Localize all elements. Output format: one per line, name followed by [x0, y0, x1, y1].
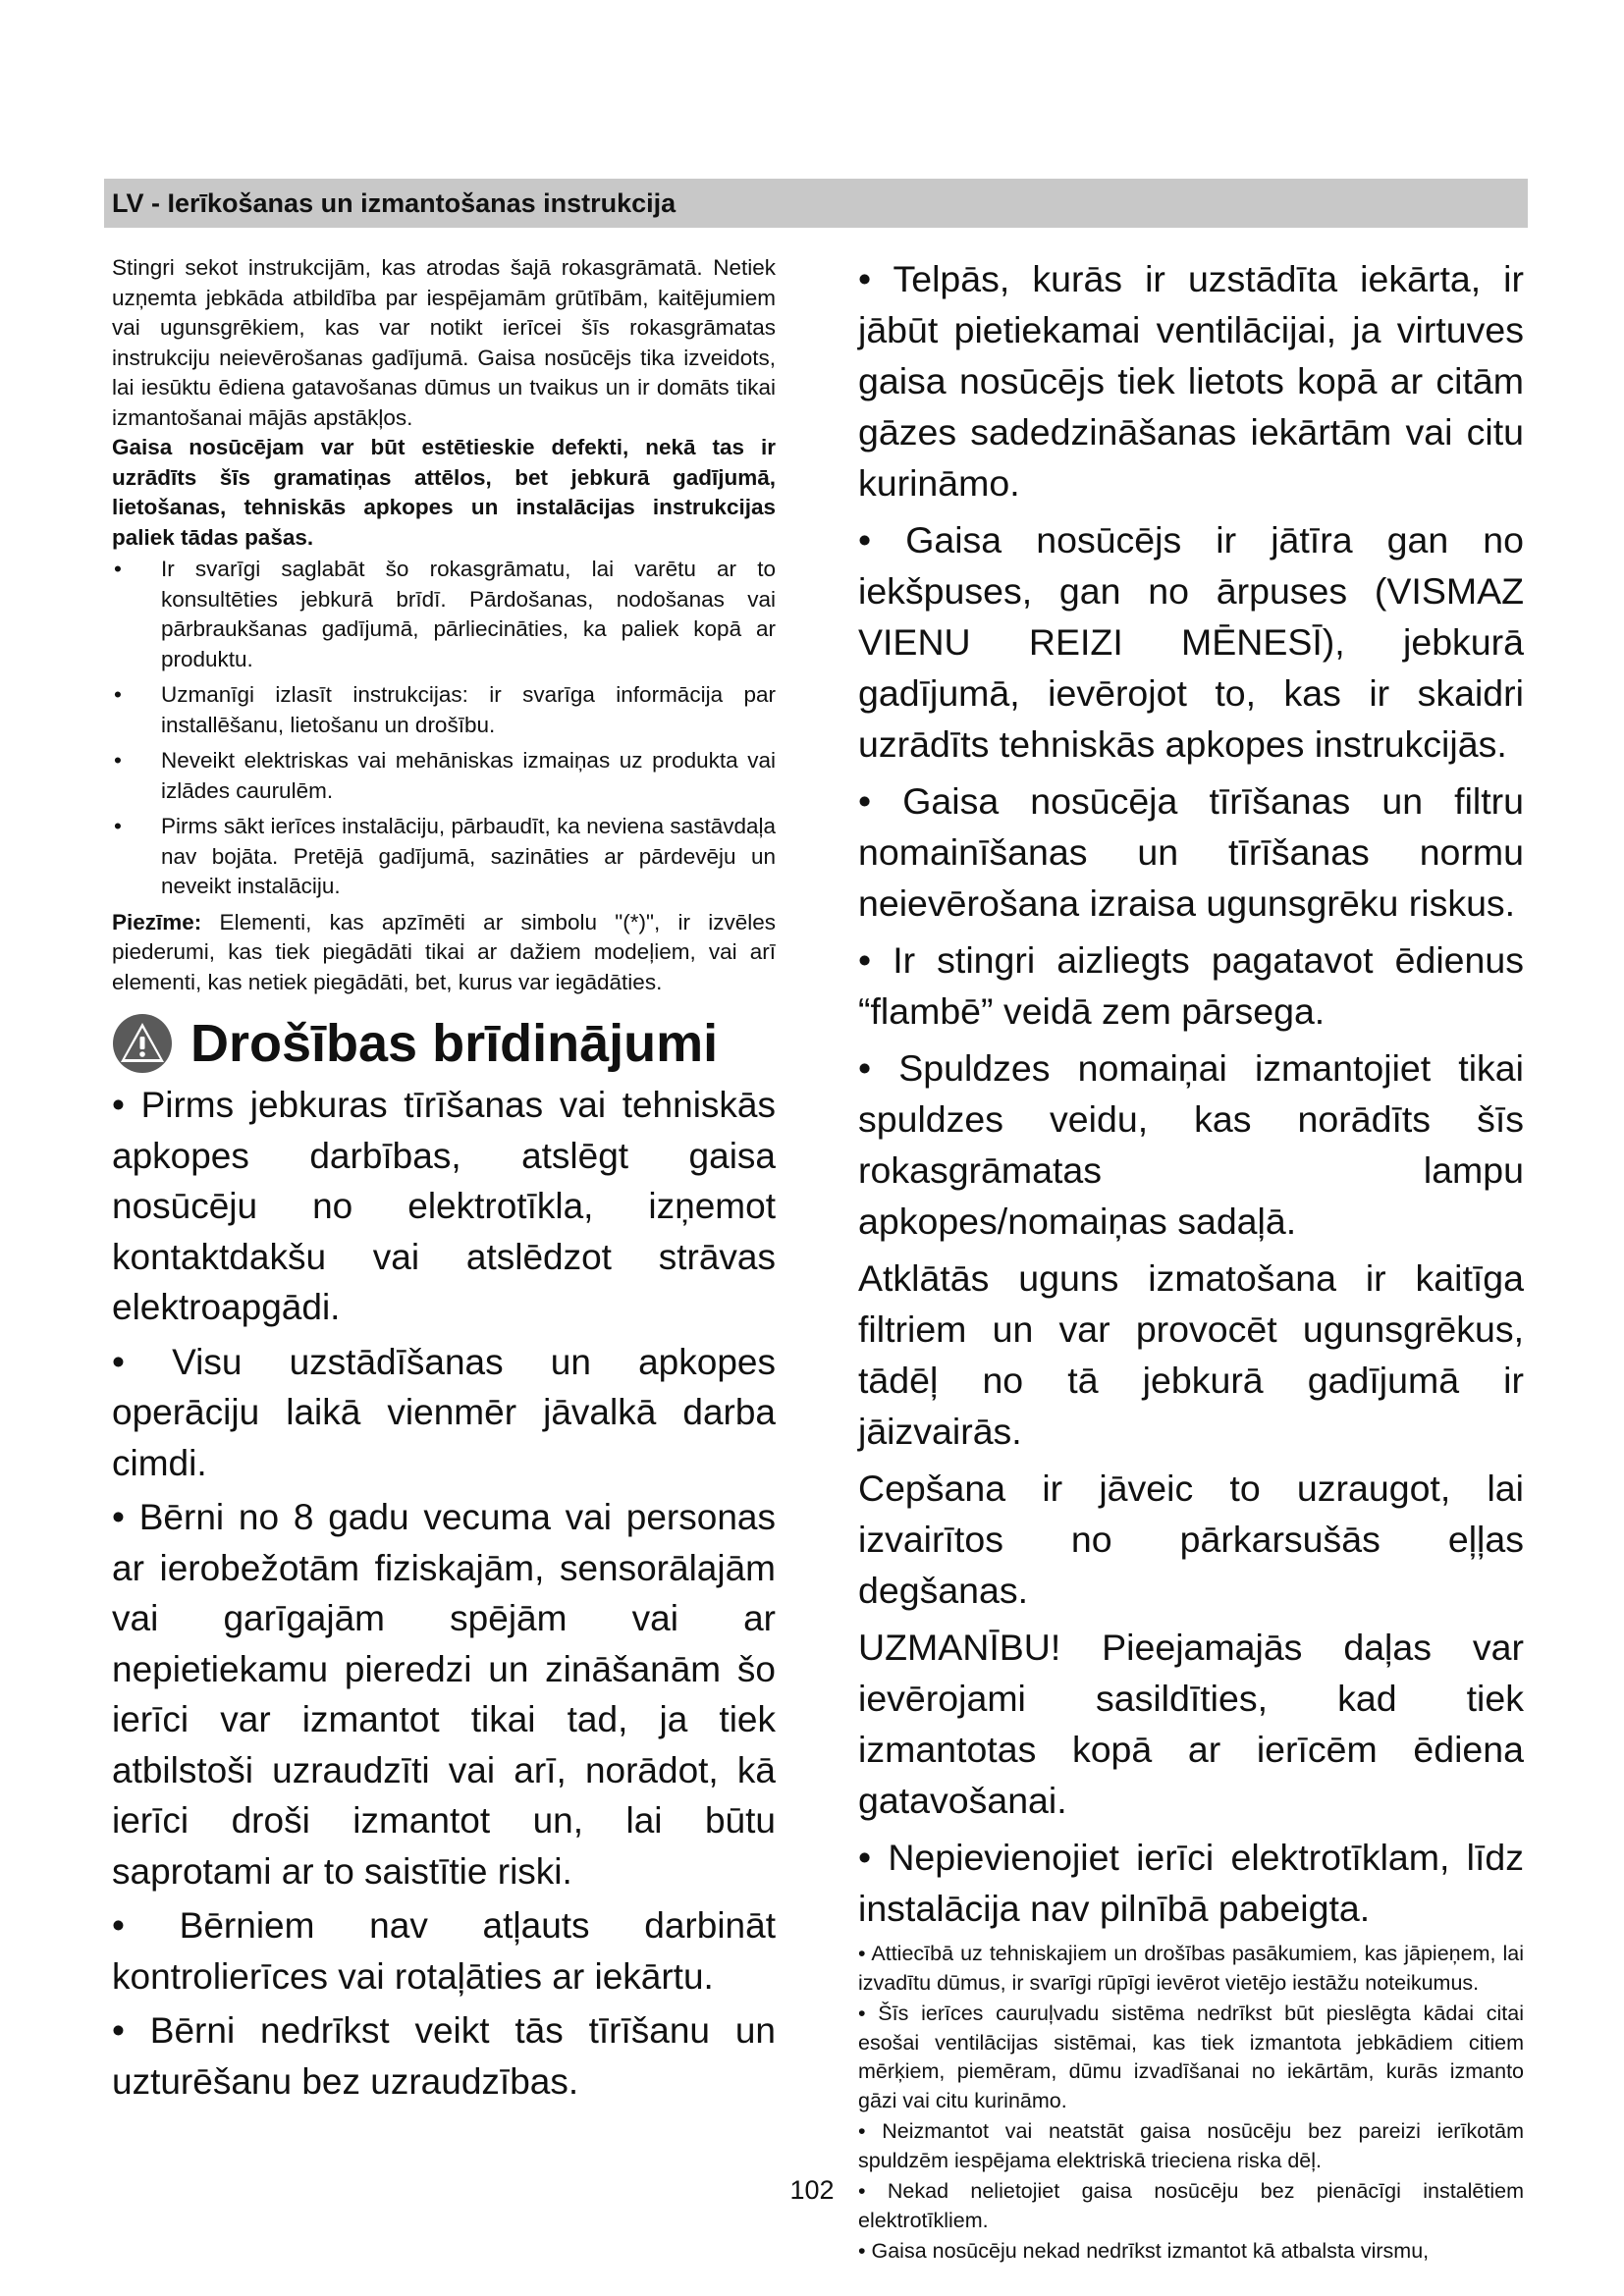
list-item-text: Ir svarīgi saglabāt šo rokasgrāmatu, lai varētu ar to konsultēties jebkurā brīdī. Pārdošanas, nodošanas vai pārbraukšanas gadījumā, pārliecināties, ka paliek kopā ar produktu. [161, 557, 776, 671]
warning-item: • Bērniem nav atļauts darbināt kontrolierīces vai rotaļāties ar iekārtu. [112, 1905, 776, 1997]
page-number: 102 [789, 2175, 835, 2205]
warning-title: Drošības brīdinājumi [190, 1014, 719, 1073]
section-header: LV - Ierīkošanas un izmantošanas instrukcija [104, 179, 1528, 228]
bullet: • [114, 748, 122, 773]
warning-paragraph: Atklātās uguns izmatošana ir kaitīga filtriem un var provocēt ugunsgrēkus, tādēļ no tā jebkurā gadījumā ir jāizvairās. [858, 1257, 1524, 1452]
list-item [112, 746, 776, 806]
small-warning-item: • Gaisa nosūcēju nekad nedrīkst izmantot kā atbalsta virsmu, [858, 2239, 1430, 2263]
warning-item: • Nepievienojiet ierīci elektrotīklam, līdz instalācija nav pilnībā pabeigta. [858, 1837, 1524, 1929]
warning-item: • Gaisa nosūcēja tīrīšanas un filtru nomainīšanas un tīrīšanas normu neievērošana izraisa ugunsgrēku riskus. [858, 780, 1524, 924]
note-paragraph [112, 908, 776, 998]
bullet: • [114, 682, 122, 707]
warning-item: • Gaisa nosūcējs ir jātīra gan no iekšpuses, gan no ārpuses (VISMAZ VIENU REIZI MĒNESĪ), jebkurā gadījumā, ievērojot to, kas ir skaidri uzrādīts tehniskās apkopes instrukcijās. [858, 519, 1524, 765]
left-column [112, 253, 776, 2110]
note-label: Piezīme: [112, 909, 202, 934]
warning-paragraph: Cepšana ir jāveic to uzraugot, lai izvairītos no pārkarsušās eļļas degšanas. [858, 1468, 1524, 1611]
bullet: • [114, 557, 122, 581]
warning-item: • Telpās, kurās ir uzstādīta iekārta, ir jābūt pietiekamai ventilācijai, ja virtuves gaisa nosūcējs tiek lietots kopā ar citām gāzes sadedzināšanas iekārtām vai citu kurināmo. [858, 258, 1524, 504]
note-text: Elementi, kas apzīmēti ar simbolu "(*)", ir izvēles piederumi, kas tiek piegādāti tikai ar dažiem modeļiem, vai arī elementi, kas netiek piegādāti, bet, kurus var iegādāties. [112, 909, 776, 994]
small-warning-item: • Neizmantot vai neatstāt gaisa nosūcēju bez pareizi ierīkotām spuldzēm iespējama elektriskā trieciena riska dēļ. [858, 2119, 1524, 2172]
list-item [112, 555, 776, 674]
bullet: • [114, 814, 122, 838]
small-warning-item: • Nekad nelietojiet gaisa nosūcēju bez pienācīgi instalētiem elektrotīkliem. [858, 2179, 1524, 2232]
warning-item: • Visu uzstādīšanas un apkopes operāciju laikā vienmēr jāvalkā darba cimdi. [112, 1341, 776, 1483]
list-item-text: Pirms sākt ierīces instalāciju, pārbaudīt, ka neviena sastāvdaļa nav bojāta. Pretējā gadījumā, sazināties ar pārdevēju un neveikt instalāciju. [161, 814, 776, 898]
small-warning-item: • Attiecībā uz tehniskajiem un drošības pasākumiem, kas jāpieņem, lai izvadītu dūmus, ir svarīgi rūpīgi ievērot vietējo iestāžu noteikumus. [858, 1942, 1524, 1995]
intro-list [112, 555, 776, 902]
list-item-text: Neveikt elektriskas vai mehāniskas izmaiņas uz produkta vai izlādes caurulēm. [161, 748, 776, 803]
list-item-text: Uzmanīgi izlasīt instrukcijas: ir svarīga informācija par installēšanu, lietošanu un drošību. [161, 682, 776, 737]
right-column [858, 253, 1524, 2269]
warning-triangle-icon [112, 1013, 173, 1074]
warning-item: • Ir stingri aizliegts pagatavot ēdienus “flambē” veidā zem pārsega. [858, 939, 1524, 1032]
intro-bold-paragraph: Gaisa nosūcējam var būt estētieskie defekti, nekā tas ir uzrādīts šīs gramatiņas attēlos, bet jebkurā gadījumā, lietošanas, tehniskās apkopes un instalācijas instrukcijas paliek tādas pašas. [112, 435, 776, 550]
warning-item: • Pirms jebkuras tīrīšanas vai tehniskās apkopes darbības, atslēgt gaisa nosūcēju no elektrotīkla, izņemot kontaktdakšu vai atslēdzot strāvas elektroapgādi. [112, 1085, 776, 1327]
list-item [112, 812, 776, 902]
warning-item: • Bērni no 8 gadu vecuma vai personas ar ierobežotām fiziskajām, sensorālajām vai garīgajām spējām vai ar nepietiekamu pieredzi un zināšanām šo ierīci var izmantot tikai tad, ja tiek atbilstoši uzraudzīti vai arī, norādot, kā ierīci droši izmantot un, lai būtu saprotami ar to saistītie riski. [112, 1497, 776, 1892]
intro-paragraph: Stingri sekot instrukcijām, kas atrodas šajā rokasgrāmatā. Netiek uzņemta jebkāda atbildība par iespējamām grūtībām, kaitējumiem vai ugunsgrēkiem, kas var notikt ierīcei šīs rokasgrāmatas instrukciju neievērošanas gadījumā. Gaisa nosūcējs tika izveidots, lai iesūktu ēdiena gatavošanas dūmus un tvaikus un ir domāts tikai izmantošanai mājās apstākļos. [112, 255, 776, 430]
small-warning-item: • Šīs ierīces cauruļvadu sistēma nedrīkst būt pieslēgta kādai citai esošai ventilācijas sistēmai, kas tiek izmantota jebkādiem citiem mērķiem, piemēram, dūmu izvadīšanai no iekārtām, kurās izmanto gāzi vai citu kurināmo. [858, 2002, 1524, 2112]
caution-paragraph: UZMANĪBU! Pieejamajās daļas var ievērojami sasildīties, kad tiek izmantotas kopā ar ierīcēm ēdiena gatavošanai. [858, 1627, 1524, 1821]
warning-heading [112, 1013, 776, 1074]
list-item [112, 680, 776, 740]
warning-item: • Spuldzes nomaiņai izmantojiet tikai spuldzes veidu, kas norādīts šīs rokasgrāmatas lampu apkopes/nomaiņas sadaļā. [858, 1047, 1524, 1242]
warning-item: • Bērni nedrīkst veikt tās tīrīšanu un uzturēšanu bez uzraudzības. [112, 2010, 776, 2102]
